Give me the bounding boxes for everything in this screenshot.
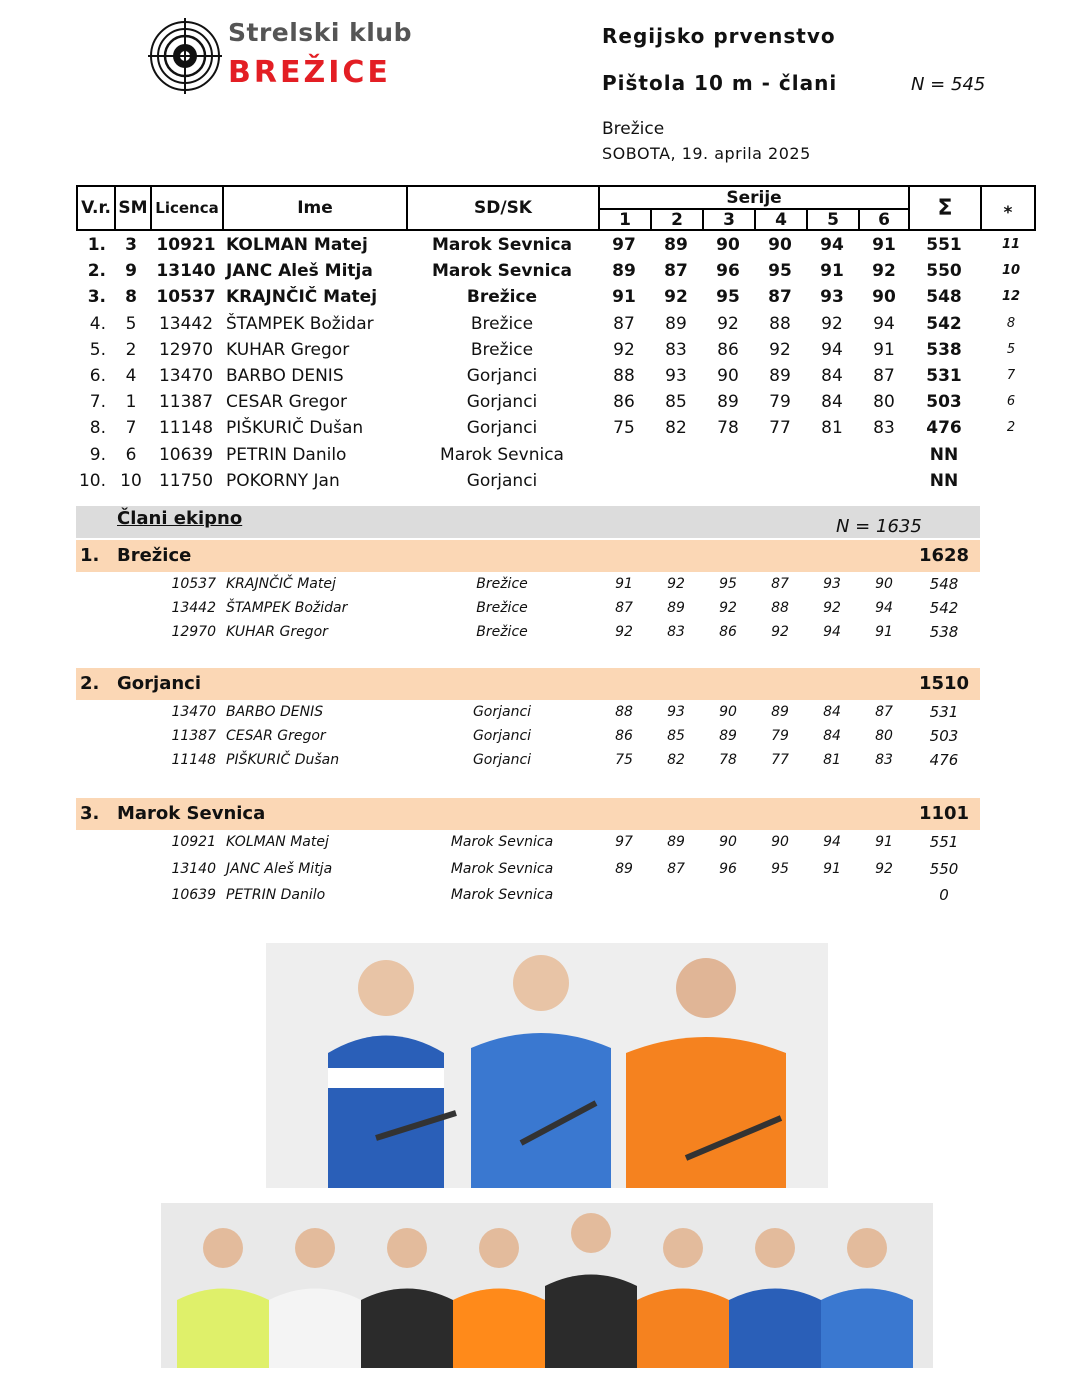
team-name: Gorjanci <box>117 673 201 694</box>
licence-cell: 12970 <box>158 339 214 360</box>
team-member-row <box>76 596 980 620</box>
series-6-cell: 94 <box>875 600 893 616</box>
sm-cell: 7 <box>125 418 137 439</box>
name-cell: KUHAR Gregor <box>226 339 350 360</box>
series-1-cell: 87 <box>613 313 635 334</box>
total-cell: 503 <box>926 392 962 413</box>
series-5-cell: 92 <box>823 600 841 616</box>
licence-cell: 10639 <box>158 444 214 465</box>
series-1-cell: 91 <box>612 287 636 308</box>
table-row <box>76 284 1036 310</box>
team-member-row <box>76 724 980 748</box>
licence-cell: 13442 <box>171 600 216 616</box>
total-cell: 538 <box>929 623 959 641</box>
club-cell: Marok Sevnica <box>431 235 572 255</box>
team-band <box>76 798 980 830</box>
licence-cell: 13470 <box>158 366 214 386</box>
series-5-cell: 81 <box>823 752 841 768</box>
name-cell: KRAJNČIČ Matej <box>226 576 336 592</box>
series-4-cell: 89 <box>771 704 789 720</box>
series-2-cell: 89 <box>667 834 685 850</box>
club-cell: Marok Sevnica <box>440 444 564 465</box>
total-cell: NN <box>929 470 959 491</box>
series-2-cell: 87 <box>667 860 685 877</box>
club-cell: Brežice <box>476 576 528 592</box>
series-3-cell: 92 <box>719 600 737 616</box>
name-cell: PIŠKURIČ Dušan <box>226 752 340 768</box>
table-row <box>76 468 1036 494</box>
total-cell: 551 <box>926 235 962 255</box>
discipline-title: Pištola 10 m - člani <box>602 71 838 95</box>
series-4-cell: 79 <box>769 392 791 413</box>
series-5-cell: 81 <box>821 418 843 439</box>
inner-tens-cell: 8 <box>1006 315 1016 331</box>
series-1-cell: 75 <box>613 418 635 439</box>
series-3-cell: 89 <box>719 728 737 744</box>
series-3-cell: 95 <box>716 287 740 308</box>
col-name: Ime <box>224 187 408 229</box>
team-total: 1510 <box>918 673 970 694</box>
licence-cell: 13140 <box>156 261 216 282</box>
series-2-header: 2 <box>652 208 704 229</box>
series-1-cell: 91 <box>615 576 633 592</box>
club-cell: Brežice <box>476 600 528 616</box>
series-3-cell: 86 <box>717 339 739 360</box>
inner-tens-cell: 10 <box>1001 263 1021 279</box>
series-4-cell: 95 <box>768 261 792 282</box>
licence-cell: 13442 <box>158 313 214 334</box>
team-member-row <box>76 700 980 724</box>
series-3-cell: 90 <box>719 704 737 720</box>
series-2-cell: 92 <box>664 287 688 308</box>
team-band <box>76 668 980 700</box>
name-cell: BARBO DENIS <box>226 704 324 720</box>
club-cell: Gorjanci <box>472 728 532 744</box>
series-1-cell: 75 <box>615 752 633 768</box>
licence-cell: 10537 <box>171 576 216 592</box>
series-3-cell: 78 <box>717 418 739 439</box>
col-sm: SM <box>116 187 152 229</box>
series-4-cell: 77 <box>769 418 791 439</box>
series-2-cell: 82 <box>667 752 685 768</box>
series-4-cell: 88 <box>771 600 789 616</box>
col-x: * <box>1003 203 1013 223</box>
licence-cell: 11387 <box>158 392 214 413</box>
licence-cell: 11148 <box>158 418 214 439</box>
club-cell: Marok Sevnica <box>450 887 554 903</box>
inner-tens-cell: 12 <box>1001 289 1021 305</box>
series-2-cell: 83 <box>667 624 685 640</box>
name-cell: KRAJNČIČ Matej <box>226 287 378 308</box>
podium-photo <box>266 943 828 1188</box>
table-row <box>76 311 1036 337</box>
series-4-cell: 92 <box>769 339 791 360</box>
series-2-cell: 87 <box>664 261 688 282</box>
total-cell: 531 <box>926 366 962 386</box>
name-cell: KOLMAN Matej <box>226 834 329 850</box>
sm-cell: 6 <box>125 444 137 465</box>
table-row <box>76 442 1036 468</box>
total-cell: 476 <box>926 418 962 439</box>
name-cell: KOLMAN Matej <box>226 235 368 255</box>
series-2-cell: 85 <box>665 392 687 413</box>
series-5-cell: 92 <box>821 313 843 334</box>
total-cell: 550 <box>929 859 959 878</box>
team-member-row <box>76 883 980 907</box>
series-2-cell: 82 <box>665 418 687 439</box>
podium-photo-figures <box>266 943 828 1188</box>
total-cell: 548 <box>929 575 959 593</box>
series-5-cell: 91 <box>823 860 841 877</box>
series-2-cell: 85 <box>667 728 685 744</box>
club-cell: Gorjanci <box>466 418 538 439</box>
series-6-cell: 87 <box>873 366 895 386</box>
series-5-cell: 93 <box>820 287 844 308</box>
team-name: Marok Sevnica <box>117 803 266 824</box>
licence-cell: 13470 <box>171 704 216 720</box>
total-cell: 551 <box>929 833 959 851</box>
name-cell: JANC Aleš Mitja <box>226 860 333 877</box>
series-5-cell: 94 <box>823 834 841 850</box>
date: SOBOTA, 19. aprila 2025 <box>602 144 811 163</box>
series-6-cell: 87 <box>875 704 893 720</box>
series-3-header: 3 <box>704 208 756 229</box>
table-row <box>76 232 1036 258</box>
series-1-cell: 87 <box>615 600 633 616</box>
series-1-cell: 92 <box>615 624 633 640</box>
team-rank: 1. <box>80 545 100 566</box>
series-1-cell: 89 <box>612 261 636 282</box>
total-cell: 538 <box>926 339 962 360</box>
sm-cell: 4 <box>125 366 137 386</box>
licence-cell: 10921 <box>156 235 216 255</box>
series-6-cell: 91 <box>875 834 893 850</box>
club-cell: Gorjanci <box>466 470 538 491</box>
sm-cell: 5 <box>125 313 137 334</box>
series-3-cell: 90 <box>719 834 737 850</box>
total-cell: 548 <box>926 287 962 308</box>
sm-cell: 9 <box>125 261 137 282</box>
col-total: Σ <box>910 187 982 229</box>
sm-cell: 1 <box>125 392 137 413</box>
series-2-cell: 89 <box>665 313 687 334</box>
club-cell: Gorjanci <box>472 752 532 768</box>
series-3-cell: 96 <box>716 261 740 282</box>
series-4-cell: 95 <box>771 860 789 877</box>
inner-tens-cell: 2 <box>1006 420 1016 436</box>
club-cell: Brežice <box>470 313 534 334</box>
series-6-cell: 91 <box>875 624 893 640</box>
location: Brežice <box>602 119 665 139</box>
series-6-cell: 80 <box>873 392 895 413</box>
club-name-line1: Strelski klub <box>228 18 412 47</box>
individual-n-label: N = 545 <box>911 74 986 95</box>
club-cell: Gorjanci <box>466 366 538 386</box>
group-photo-figures <box>161 1203 933 1368</box>
series-1-cell: 89 <box>615 860 633 877</box>
rank-cell: 3. <box>87 287 106 308</box>
sm-cell: 3 <box>125 235 137 255</box>
series-5-cell: 94 <box>823 624 841 640</box>
series-6-cell: 83 <box>873 418 895 439</box>
licence-cell: 11750 <box>158 470 214 491</box>
series-6-cell: 90 <box>875 576 893 592</box>
series-3-cell: 90 <box>717 366 739 386</box>
series-4-header: 4 <box>756 208 808 229</box>
results-table-header <box>76 185 1036 231</box>
series-5-cell: 91 <box>820 261 844 282</box>
total-cell: 542 <box>926 313 962 334</box>
series-4-cell: 87 <box>768 287 792 308</box>
team-member-row <box>76 857 980 881</box>
series-5-cell: 84 <box>823 728 841 744</box>
team-section-title: Člani ekipno <box>117 508 243 529</box>
rank-cell: 10. <box>78 470 106 491</box>
total-cell: 550 <box>926 261 962 282</box>
club-cell: Gorjanci <box>472 704 532 720</box>
name-cell: PETRIN Danilo <box>226 444 347 465</box>
licence-cell: 10921 <box>171 834 216 850</box>
col-licence: Licenca <box>152 187 224 229</box>
series-2-cell: 83 <box>665 339 687 360</box>
series-5-cell: 94 <box>821 339 843 360</box>
series-5-cell: 93 <box>823 576 841 592</box>
team-name: Brežice <box>117 545 192 566</box>
series-6-header: 6 <box>860 208 910 229</box>
table-row <box>76 258 1036 284</box>
name-cell: CESAR Gregor <box>226 728 326 744</box>
rank-cell: 8. <box>89 418 106 439</box>
series-6-cell: 92 <box>875 860 893 877</box>
club-cell: Gorjanci <box>466 392 538 413</box>
series-3-cell: 86 <box>719 624 737 640</box>
team-member-row <box>76 620 980 644</box>
name-cell: BARBO DENIS <box>226 366 344 386</box>
club-cell: Brežice <box>476 624 528 640</box>
series-3-cell: 78 <box>719 752 737 768</box>
name-cell: JANC Aleš Mitja <box>226 261 373 282</box>
series-6-cell: 90 <box>872 287 896 308</box>
name-cell: POKORNY Jan <box>226 470 340 491</box>
licence-cell: 11148 <box>171 752 216 768</box>
series-6-cell: 80 <box>875 728 893 744</box>
series-4-cell: 90 <box>771 834 789 850</box>
licence-cell: 11387 <box>171 728 216 744</box>
total-cell: 542 <box>929 599 959 617</box>
series-1-cell: 86 <box>613 392 635 413</box>
series-4-cell: 77 <box>771 752 789 768</box>
series-6-cell: 92 <box>872 261 896 282</box>
group-photo <box>161 1203 933 1368</box>
team-member-row <box>76 748 980 772</box>
series-4-cell: 79 <box>771 728 789 744</box>
name-cell: KUHAR Gregor <box>226 624 328 640</box>
series-1-cell: 97 <box>615 834 633 850</box>
series-1-cell: 86 <box>615 728 633 744</box>
total-cell: 476 <box>929 751 959 769</box>
team-total: 1101 <box>918 803 970 824</box>
series-1-cell: 88 <box>615 704 633 720</box>
series-2-cell: 93 <box>665 366 687 386</box>
rank-cell: 2. <box>87 261 106 282</box>
inner-tens-cell: 11 <box>1001 237 1021 252</box>
club-cell: Brežice <box>466 287 538 308</box>
series-5-cell: 84 <box>823 704 841 720</box>
series-4-cell: 88 <box>769 313 791 334</box>
sm-cell: 10 <box>120 470 142 491</box>
team-rank: 3. <box>80 803 100 824</box>
club-cell: Marok Sevnica <box>450 834 554 850</box>
club-name-line2: BREŽICE <box>228 55 391 90</box>
rank-cell: 4. <box>89 313 106 334</box>
series-3-cell: 95 <box>719 576 737 592</box>
table-row <box>76 389 1036 415</box>
rank-cell: 5. <box>89 339 106 360</box>
total-cell: 503 <box>929 727 959 745</box>
name-cell: ŠTAMPEK Božidar <box>226 600 348 616</box>
series-5-header: 5 <box>808 208 860 229</box>
series-1-header: 1 <box>600 208 652 229</box>
series-1-cell: 92 <box>613 339 635 360</box>
club-cell: Marok Sevnica <box>450 860 554 877</box>
series-4-cell: 90 <box>768 235 792 255</box>
series-1-cell: 97 <box>612 235 636 255</box>
series-5-cell: 84 <box>821 392 843 413</box>
name-cell: PETRIN Danilo <box>226 887 326 903</box>
col-rank: V.r. <box>78 187 116 229</box>
col-series: Serije <box>600 187 910 208</box>
sm-cell: 2 <box>125 339 137 360</box>
table-row <box>76 415 1036 441</box>
licence-cell: 10639 <box>171 887 216 903</box>
inner-tens-cell: 6 <box>1006 394 1016 410</box>
series-4-cell: 89 <box>769 366 791 386</box>
series-5-cell: 84 <box>821 366 843 386</box>
series-6-cell: 91 <box>872 235 896 255</box>
total-cell: NN <box>929 444 959 465</box>
licence-cell: 10537 <box>156 287 216 308</box>
team-n-label: N = 1635 <box>836 516 922 537</box>
series-2-cell: 93 <box>667 704 685 720</box>
series-2-cell: 89 <box>667 600 685 616</box>
club-cell: Brežice <box>470 339 534 360</box>
series-2-cell: 92 <box>667 576 685 592</box>
series-3-cell: 90 <box>716 235 740 255</box>
total-cell: 531 <box>929 703 959 721</box>
series-5-cell: 94 <box>820 235 844 255</box>
inner-tens-cell: 7 <box>1006 368 1016 383</box>
series-3-cell: 96 <box>719 860 737 877</box>
name-cell: ŠTAMPEK Božidar <box>226 313 374 334</box>
series-3-cell: 89 <box>717 392 739 413</box>
series-6-cell: 91 <box>873 339 895 360</box>
table-row <box>76 363 1036 389</box>
col-club: SD/SK <box>408 187 600 229</box>
series-6-cell: 94 <box>873 313 895 334</box>
rank-cell: 6. <box>89 366 106 386</box>
rank-cell: 1. <box>87 235 106 255</box>
team-member-row <box>76 572 980 596</box>
team-member-row <box>76 830 980 854</box>
competition-title: Regijsko prvenstvo <box>602 24 836 48</box>
team-total: 1628 <box>918 545 970 566</box>
target-icon <box>148 18 222 94</box>
series-1-cell: 88 <box>613 366 635 386</box>
name-cell: CESAR Gregor <box>226 392 347 413</box>
team-band <box>76 540 980 572</box>
total-cell: 0 <box>939 886 949 904</box>
rank-cell: 9. <box>89 444 106 465</box>
series-2-cell: 89 <box>664 235 688 255</box>
sm-cell: 8 <box>125 287 137 308</box>
series-6-cell: 83 <box>875 752 893 768</box>
table-row <box>76 337 1036 363</box>
series-4-cell: 87 <box>771 576 789 592</box>
licence-cell: 12970 <box>171 624 216 640</box>
series-3-cell: 92 <box>717 313 739 334</box>
team-rank: 2. <box>80 673 100 694</box>
licence-cell: 13140 <box>171 860 216 877</box>
inner-tens-cell: 5 <box>1006 341 1016 357</box>
series-4-cell: 92 <box>771 624 789 640</box>
club-cell: Marok Sevnica <box>431 261 572 282</box>
rank-cell: 7. <box>89 392 106 413</box>
name-cell: PIŠKURIČ Dušan <box>226 418 364 439</box>
